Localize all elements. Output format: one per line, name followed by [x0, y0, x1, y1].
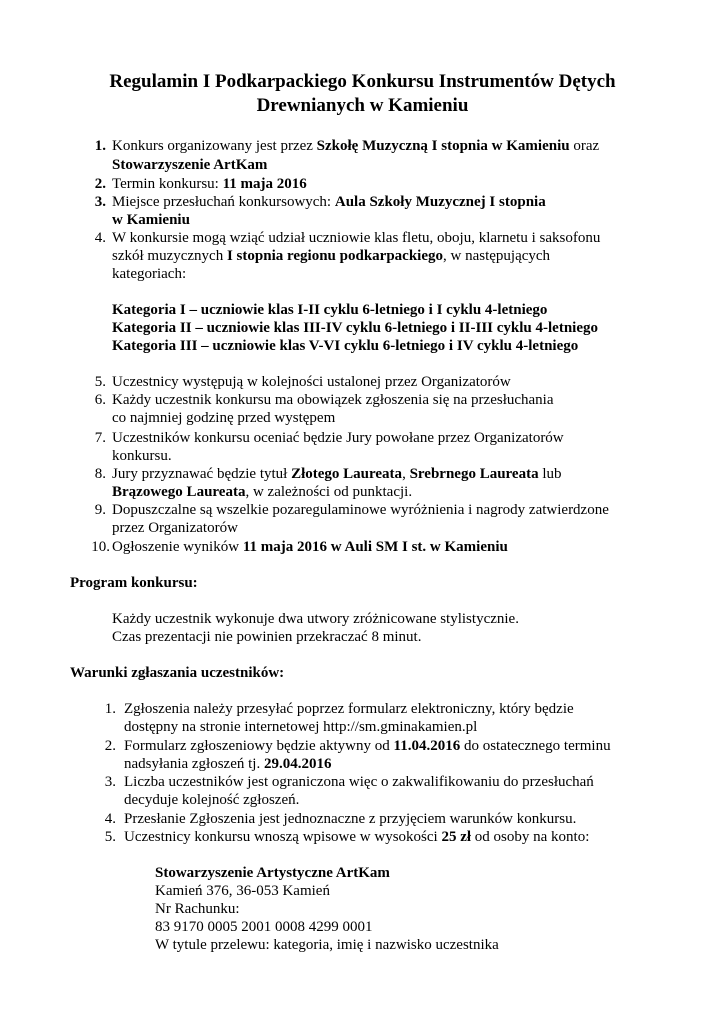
account-name: Stowarzyszenie Artystyczne ArtKam [155, 865, 390, 881]
rule-1-line-2: Stowarzyszenie ArtKam [112, 157, 268, 173]
condition-number-1: 1. [104, 701, 116, 717]
rule-10: Ogłoszenie wyników 11 maja 2016 w Auli SM I st. w Kamieniu [112, 539, 508, 555]
condition-5: Uczestnicy konkursu wnoszą wpisowe w wysokości 25 zł od osoby na konto: [124, 829, 590, 845]
document-title [60, 70, 665, 118]
rule-number-1: 1. [94, 138, 106, 154]
account-number: 83 9170 0005 2001 0008 4299 0001 [155, 919, 373, 935]
rule-number-3: 3. [94, 194, 106, 210]
rule-number-6: 6. [94, 392, 106, 408]
rule-4-line-1: W konkursie mogą wziąć udział uczniowie klas fletu, oboju, klarnetu i saksofonu [112, 230, 601, 246]
account-label: Nr Rachunku: [155, 901, 240, 917]
category-2: Kategoria II – uczniowie klas III-IV cyklu 6-letniego i II-III cyklu 4-letniego [112, 320, 598, 336]
title-line-1: Regulamin I Podkarpackiego Konkursu Instrumentów Dętych [109, 71, 616, 92]
rule-7-line-1: Uczestników konkursu oceniać będzie Jury powołane przez Organizatorów [112, 430, 564, 446]
rule-number-8: 8. [94, 466, 106, 482]
rule-number-9: 9. [94, 502, 106, 518]
rule-8-line-2: Brązowego Laureata, w zależności od punktacji. [112, 484, 413, 500]
program-line-2: Czas prezentacji nie powinien przekraczać 8 minut. [112, 629, 422, 645]
rule-6-line-2: co najmniej godzinę przed występem [112, 410, 336, 426]
account-address: Kamień 376, 36-053 Kamień [155, 883, 330, 899]
rule-7-line-2: konkursu. [112, 448, 172, 464]
condition-1-line-2: dostępny na stronie internetowej http://sm.gminakamien.pl [124, 719, 478, 735]
rule-3-line-1: Miejsce przesłuchań konkursowych: Aula Szkoły Muzycznej I stopnia [112, 194, 546, 210]
condition-number-2: 2. [104, 738, 116, 754]
transfer-title: W tytule przelewu: kategoria, imię i nazwisko uczestnika [155, 937, 499, 953]
condition-3-line-1: Liczba uczestników jest ograniczona więc o zakwalifikowaniu do przesłuchań [124, 774, 594, 790]
rule-3-line-2: w Kamieniu [112, 212, 190, 228]
condition-number-4: 4. [104, 811, 116, 827]
rule-6-line-1: Każdy uczestnik konkursu ma obowiązek zgłoszenia się na przesłuchania [112, 392, 554, 408]
rule-8-line-1: Jury przyznawać będzie tytuł Złotego Laureata, Srebrnego Laureata lub [112, 466, 562, 482]
category-1: Kategoria I – uczniowie klas I-II cyklu 6-letniego i I cyklu 4-letniego [112, 302, 548, 318]
condition-number-3: 3. [104, 774, 116, 790]
conditions-heading: Warunki zgłaszania uczestników: [70, 665, 285, 681]
rule-number-4: 4. [94, 230, 106, 246]
rule-number-7: 7. [94, 430, 106, 446]
rule-1-line-1: Konkurs organizowany jest przez Szkołę Muzyczną I stopnia w Kamieniu oraz [112, 138, 600, 154]
condition-2-line-1: Formularz zgłoszeniowy będzie aktywny od 11.04.2016 do ostatecznego terminu [124, 738, 611, 754]
condition-4: Przesłanie Zgłoszenia jest jednoznaczne z przyjęciem warunków konkursu. [124, 811, 577, 827]
rule-5: Uczestnicy występują w kolejności ustalonej przez Organizatorów [112, 374, 511, 390]
rule-9-line-2: przez Organizatorów [112, 520, 238, 536]
program-heading: Program konkursu: [70, 575, 198, 591]
rule-number-10: 10. [91, 539, 110, 555]
rule-4-line-2: szkół muzycznych I stopnia regionu podkarpackiego, w następujących [112, 248, 551, 264]
condition-1-line-1: Zgłoszenia należy przesyłać poprzez formularz elektroniczny, który będzie [124, 701, 574, 717]
rule-number-2: 2. [94, 176, 106, 192]
condition-number-5: 5. [104, 829, 116, 845]
condition-3-line-2: decyduje kolejność zgłoszeń. [124, 792, 300, 808]
rule-4-line-3: kategoriach: [112, 266, 187, 282]
rule-number-5: 5. [94, 374, 106, 390]
title-line-2: Drewnianych w Kamieniu [256, 95, 469, 116]
program-line-1: Każdy uczestnik wykonuje dwa utwory zróżnicowane stylistycznie. [112, 611, 519, 627]
rule-9-line-1: Dopuszczalne są wszelkie pozaregulaminowe wyróżnienia i nagrody zatwierdzone [112, 502, 609, 518]
condition-2-line-2: nadsyłania zgłoszeń tj. 29.04.2016 [124, 756, 332, 772]
rule-2: Termin konkursu: 11 maja 2016 [112, 176, 307, 192]
category-3: Kategoria III – uczniowie klas V-VI cyklu 6-letniego i IV cyklu 4-letniego [112, 338, 579, 354]
